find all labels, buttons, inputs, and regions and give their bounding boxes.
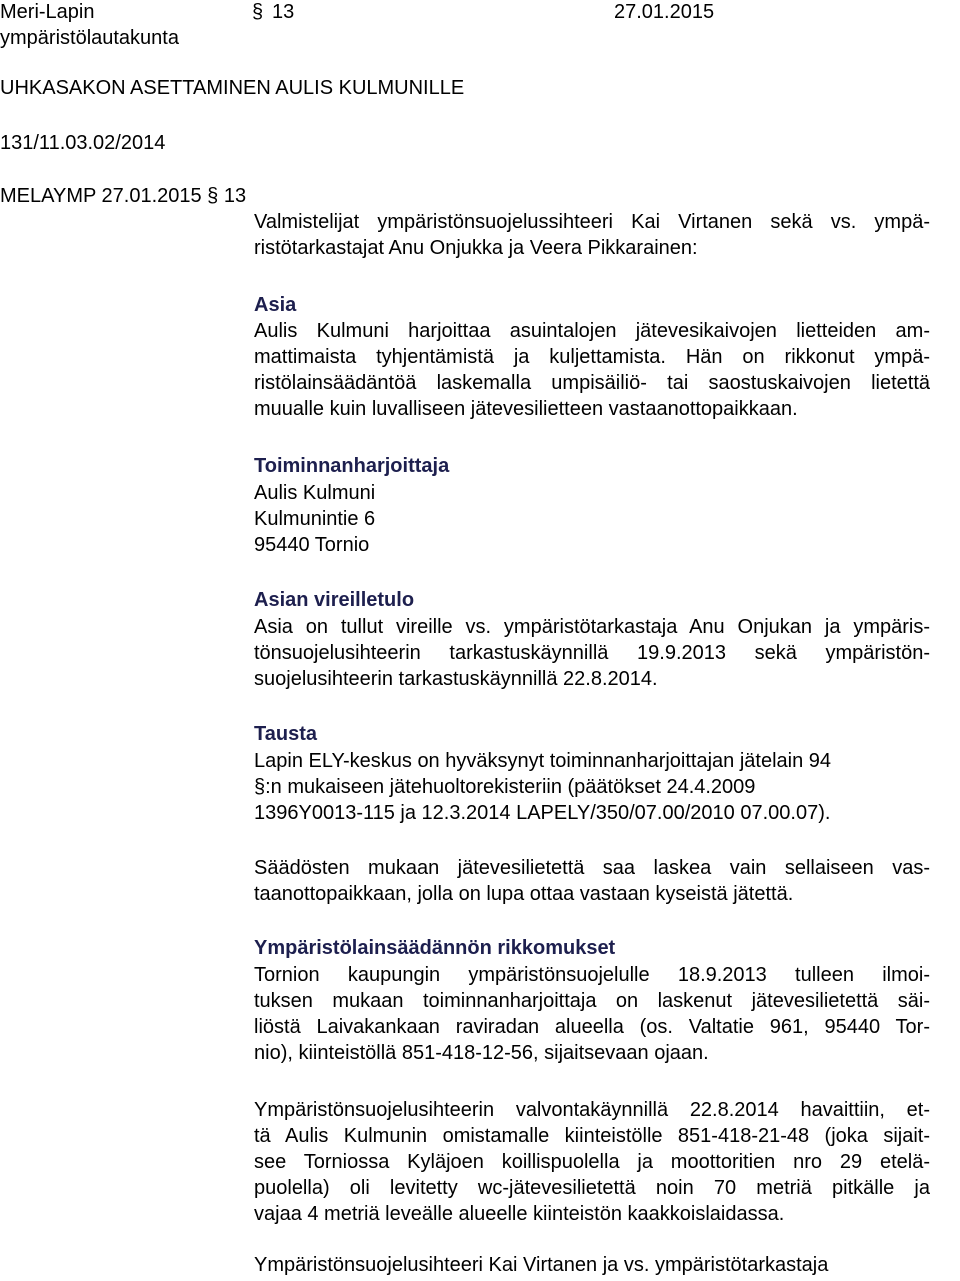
background-line: taanottopaikkaan, jolla on lupa ottaa vastaan kyseistä jätettä. xyxy=(254,883,794,905)
violations-line: Ympäristönsuojelusihteerin valvontakäynnillä 22.8.2014 havaittiin, et- xyxy=(254,1099,930,1121)
asia-line: muualle kuin luvalliseen jätevesilietteen vastaanottopaikkaan. xyxy=(254,398,798,420)
operator-name: Aulis Kulmuni xyxy=(254,482,376,504)
asia-line: Aulis Kulmuni harjoittaa asuintalojen jätevesikaivojen lietteiden am- xyxy=(254,320,930,342)
org-name-line2: ympäristölautakunta xyxy=(0,27,179,49)
initiation-line: suojelusihteerin tarkastuskäynnillä 22.8.2014. xyxy=(254,668,658,690)
violations-line: tuksen mukaan toiminnanharjoittaja on laskenut jätevesilietettä säi- xyxy=(254,990,930,1012)
violations-line: puolella) oli levitetty wc-jätevesilietettä noin 70 metriä pitkälle ja xyxy=(254,1177,930,1199)
background-line: 1396Y0013-115 ja 12.3.2014 LAPELY/350/07.00/2010 07.00.07). xyxy=(254,802,831,824)
section-heading-initiation: Asian vireilletulo xyxy=(254,589,415,611)
operator-street: Kulmunintie 6 xyxy=(254,508,376,530)
violations-line: vajaa 4 metriä leveälle alueelle kiinteistön kaakkoislaidassa. xyxy=(254,1203,785,1225)
background-line: §:n mukaiseen jätehuoltorekisteriin (päätökset 24.4.2009 xyxy=(254,776,756,798)
page-number: 13 xyxy=(272,1,295,23)
section-heading-violations: Ympäristölainsäädännön rikkomukset xyxy=(254,937,616,959)
preparers-line: ristötarkastajat Anu Onjukka ja Veera Pikkarainen: xyxy=(254,237,698,259)
background-line: Lapin ELY-keskus on hyväksynyt toiminnanharjoittajan jätelain 94 xyxy=(254,750,832,772)
preparers-line: Valmistelijat ympäristönsuojelussihteeri Kai Virtanen sekä vs. ympä- xyxy=(254,211,930,233)
initiation-line: Asia on tullut vireille vs. ympäristötarkastaja Anu Onjukan ja ympäris- xyxy=(254,616,930,638)
org-name-line1: Meri-Lapin xyxy=(0,1,95,23)
violations-line: see Torniossa Kyläjoen koillispuolella ja moottoritien nro 29 etelä- xyxy=(254,1151,930,1173)
asia-line: mattimaista tyhjentämistä ja kuljettamista. Hän on rikkonut ympä- xyxy=(254,346,930,368)
asia-line: ristölainsäädäntöä laskemalla umpisäiliö- tai saostuskaivojen lietettä xyxy=(254,372,930,394)
section-symbol: § xyxy=(252,1,264,23)
violations-line: Tornion kaupungin ympäristönsuojelulle 18.9.2013 tulleen ilmoi- xyxy=(254,964,930,986)
background-line: Säädösten mukaan jätevesilietettä saa laskea vain sellaiseen vas- xyxy=(254,857,930,879)
document-title: UHKASAKON ASETTAMINEN AULIS KULMUNILLE xyxy=(0,77,465,99)
violations-line: liöstä Laivakankaan raviradan alueella (os. Valtatie 961, 95440 Tor- xyxy=(254,1016,930,1038)
case-number: 131/11.03.02/2014 xyxy=(0,132,166,154)
section-heading-operator: Toiminnanharjoittaja xyxy=(254,455,450,477)
violations-line: tä Aulis Kulmunin omistamalle kiinteistölle 851-418-21-48 (joka sijait- xyxy=(254,1125,930,1147)
document-date: 27.01.2015 xyxy=(614,1,715,23)
operator-postal: 95440 Tornio xyxy=(254,534,370,556)
section-heading-asia: Asia xyxy=(254,294,297,316)
violations-line: nio), kiinteistöllä 851-418-12-56, sijaitsevaan ojaan. xyxy=(254,1042,709,1064)
meeting-reference: MELAYMP 27.01.2015 § 13 xyxy=(0,185,247,207)
initiation-line: tönsuojelusihteerin tarkastuskäynnillä 19.9.2013 sekä ympäristön- xyxy=(254,642,930,664)
violations-line: Ympäristönsuojelusihteeri Kai Virtanen ja vs. ympäristötarkastaja xyxy=(254,1254,829,1276)
section-heading-background: Tausta xyxy=(254,723,317,745)
